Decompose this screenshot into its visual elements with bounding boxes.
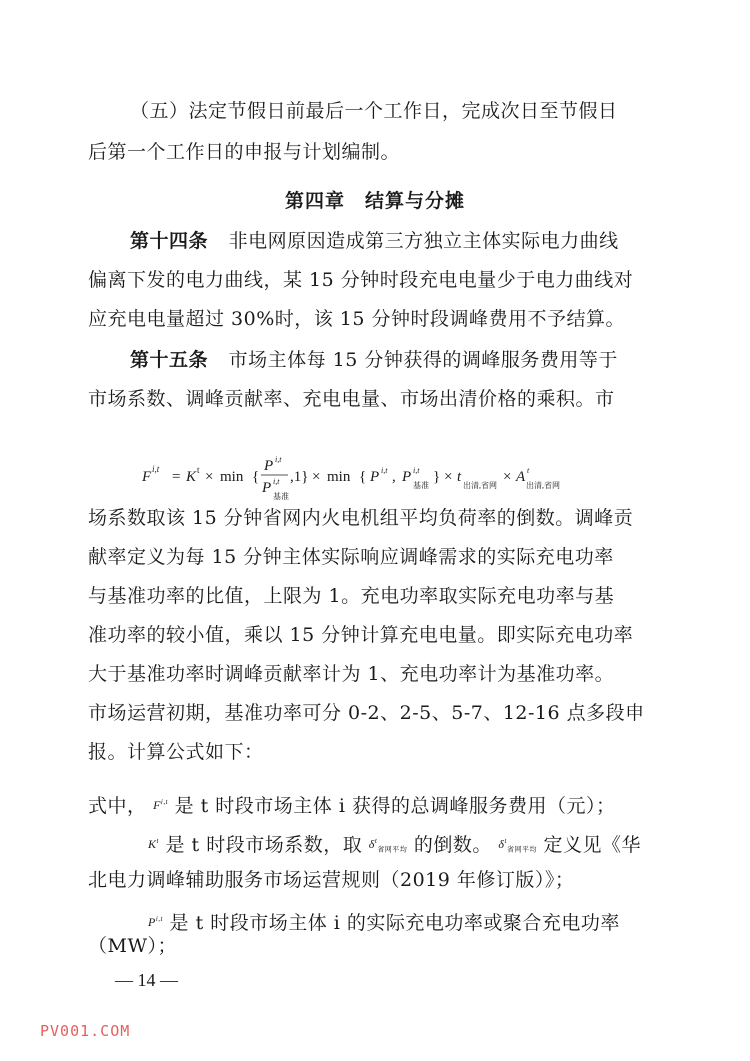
- def-delta-symbol-1: [368, 837, 408, 854]
- formula-F: F: [142, 469, 152, 485]
- formula-min-2: min: [327, 469, 351, 485]
- formula-equals: =: [172, 469, 181, 485]
- formula-P-denominator-sub: 基准: [273, 492, 289, 501]
- definitions-intro: 式中，: [88, 795, 147, 817]
- formula-brace-open-1: {: [252, 469, 260, 485]
- def-P-symbol: [148, 915, 163, 929]
- article-15-text: 市场主体每 15 分钟获得的调峰服务费用等于: [228, 349, 618, 371]
- article-15-line-7: 大于基准功率时调峰贡献率计为 1、充电功率计为基准功率。: [88, 663, 615, 685]
- formula-A-sub: 出清,省网: [526, 481, 560, 490]
- def-F-symbol: [153, 798, 168, 812]
- chapter-title: 第四章 结算与分摊: [284, 190, 465, 212]
- definition-K: [148, 828, 641, 862]
- article-15-line-8: 市场运营初期，基准功率可分 0-2、2-5、5-7、12-16 点多段申: [88, 702, 645, 724]
- text-span: （五）法定节假日前最后一个工作日，完成次日至节假日: [130, 100, 618, 122]
- definition-K-line-2: 北电力调峰辅助服务市场运营规则（2019 年修订版）》；: [88, 869, 575, 891]
- formula-one: ,1}: [290, 469, 309, 485]
- def-P-text: 是 t 时段市场主体 i 的实际充电功率或聚合充电功率: [169, 912, 620, 934]
- definition-P: [148, 906, 620, 936]
- article-15-line-3: 场系数取该 15 分钟省网内火电机组平均负荷率的倒数。调峰贡: [88, 507, 634, 529]
- def-F-sym: F: [153, 798, 161, 812]
- def-delta-sub: 省网平均: [377, 845, 408, 854]
- def-P-sym: P: [148, 915, 156, 929]
- def-delta-sym-2: δ: [498, 837, 505, 851]
- def-K-text-1: 是 t 时段市场系数，取: [165, 834, 363, 856]
- article-15-label: 第十五条: [130, 349, 209, 371]
- text-span: 后第一个工作日的申报与计划编制。: [88, 141, 401, 163]
- def-K-symbol: [148, 837, 159, 851]
- formula-times-3: ×: [444, 469, 453, 485]
- def-delta-symbol-2: [498, 837, 537, 854]
- def-delta-sym: δ: [368, 837, 375, 851]
- def-delta-sup: t: [374, 837, 378, 845]
- formula-P-numerator: P: [264, 458, 274, 474]
- def-K-sym: K: [148, 837, 157, 851]
- formula-K-sup: t: [197, 465, 200, 475]
- formula-K: K: [186, 469, 197, 485]
- formula-P-denominator-sup: i,t: [273, 477, 280, 486]
- formula-P3: P: [402, 469, 412, 485]
- article-14-line-1: [130, 228, 660, 254]
- formula-t: t: [457, 469, 462, 485]
- formula-min-1: min: [220, 469, 244, 485]
- article-15-line-1: [130, 347, 618, 373]
- def-P-sup: i,t: [155, 915, 163, 923]
- def-K-sup: t: [156, 837, 159, 845]
- formula-P3-sub: 基准: [413, 481, 429, 490]
- formula-brace-open-2: {: [359, 469, 367, 485]
- article-15-line-6: 准功率的较小值，乘以 15 分钟计算充电电量。即实际充电功率: [88, 624, 634, 646]
- def-K-text-2: 的倒数。: [413, 834, 492, 856]
- formula-P2: P: [370, 469, 380, 485]
- formula-P-denominator: P: [262, 480, 272, 496]
- formula-times-4: ×: [503, 469, 512, 485]
- def-F-sup: i,t: [160, 798, 169, 806]
- def-K-text-3: 定义见《华: [543, 834, 642, 856]
- definition-P-line-2: （MW）；: [88, 935, 177, 957]
- formula-t-sub: 出清,省网: [463, 481, 497, 490]
- def-delta-sub-2: 省网平均: [506, 845, 537, 854]
- formula-P3-sup: i,t: [413, 466, 420, 475]
- article-14-text: 非电网原因造成第三方独立主体实际电力曲线: [228, 230, 619, 252]
- formula-P-numerator-sup: i,t: [275, 455, 282, 464]
- holiday-paragraph-line-1: [130, 98, 660, 124]
- formula-A-sup: t: [527, 466, 530, 475]
- article-14-line-3: 应充电电量超过 30%时，该 15 分钟时段调峰费用不予结算。: [88, 308, 626, 330]
- formula-A: A: [516, 469, 526, 485]
- holiday-paragraph-line-2: [88, 139, 400, 165]
- settlement-formula: [140, 448, 610, 508]
- formula-F-sup: i,t: [152, 464, 160, 474]
- def-delta-sup-2: t: [504, 837, 507, 845]
- formula-comma: ,: [392, 469, 396, 485]
- article-15-line-2: 市场系数、调峰贡献率、充电电量、市场出清价格的乘积。市: [88, 388, 615, 410]
- formula-times-1: ×: [205, 469, 214, 485]
- formula-P2-sup: i,t: [381, 466, 388, 475]
- article-15-line-4: 献率定义为每 15 分钟主体实际响应调峰需求的实际充电功率: [88, 546, 614, 568]
- definition-F: [88, 789, 615, 819]
- def-F-text: 是 t 时段市场主体 i 获得的总调峰服务费用（元）；: [174, 795, 616, 817]
- article-15-line-5: 与基准功率的比值，上限为 1。充电功率取实际充电功率与基: [88, 585, 615, 607]
- article-15-line-9: 报。计算公式如下：: [88, 741, 264, 763]
- article-14-line-2: 偏离下发的电力曲线，某 15 分钟时段充电电量少于电力曲线对: [88, 269, 634, 291]
- site-watermark: PV001.COM: [40, 1022, 131, 1040]
- formula-times-2: ×: [312, 469, 321, 485]
- article-14-label: 第十四条: [130, 230, 209, 252]
- page-number: — 14 —: [115, 970, 178, 990]
- formula-brace-close-2: }: [433, 469, 441, 485]
